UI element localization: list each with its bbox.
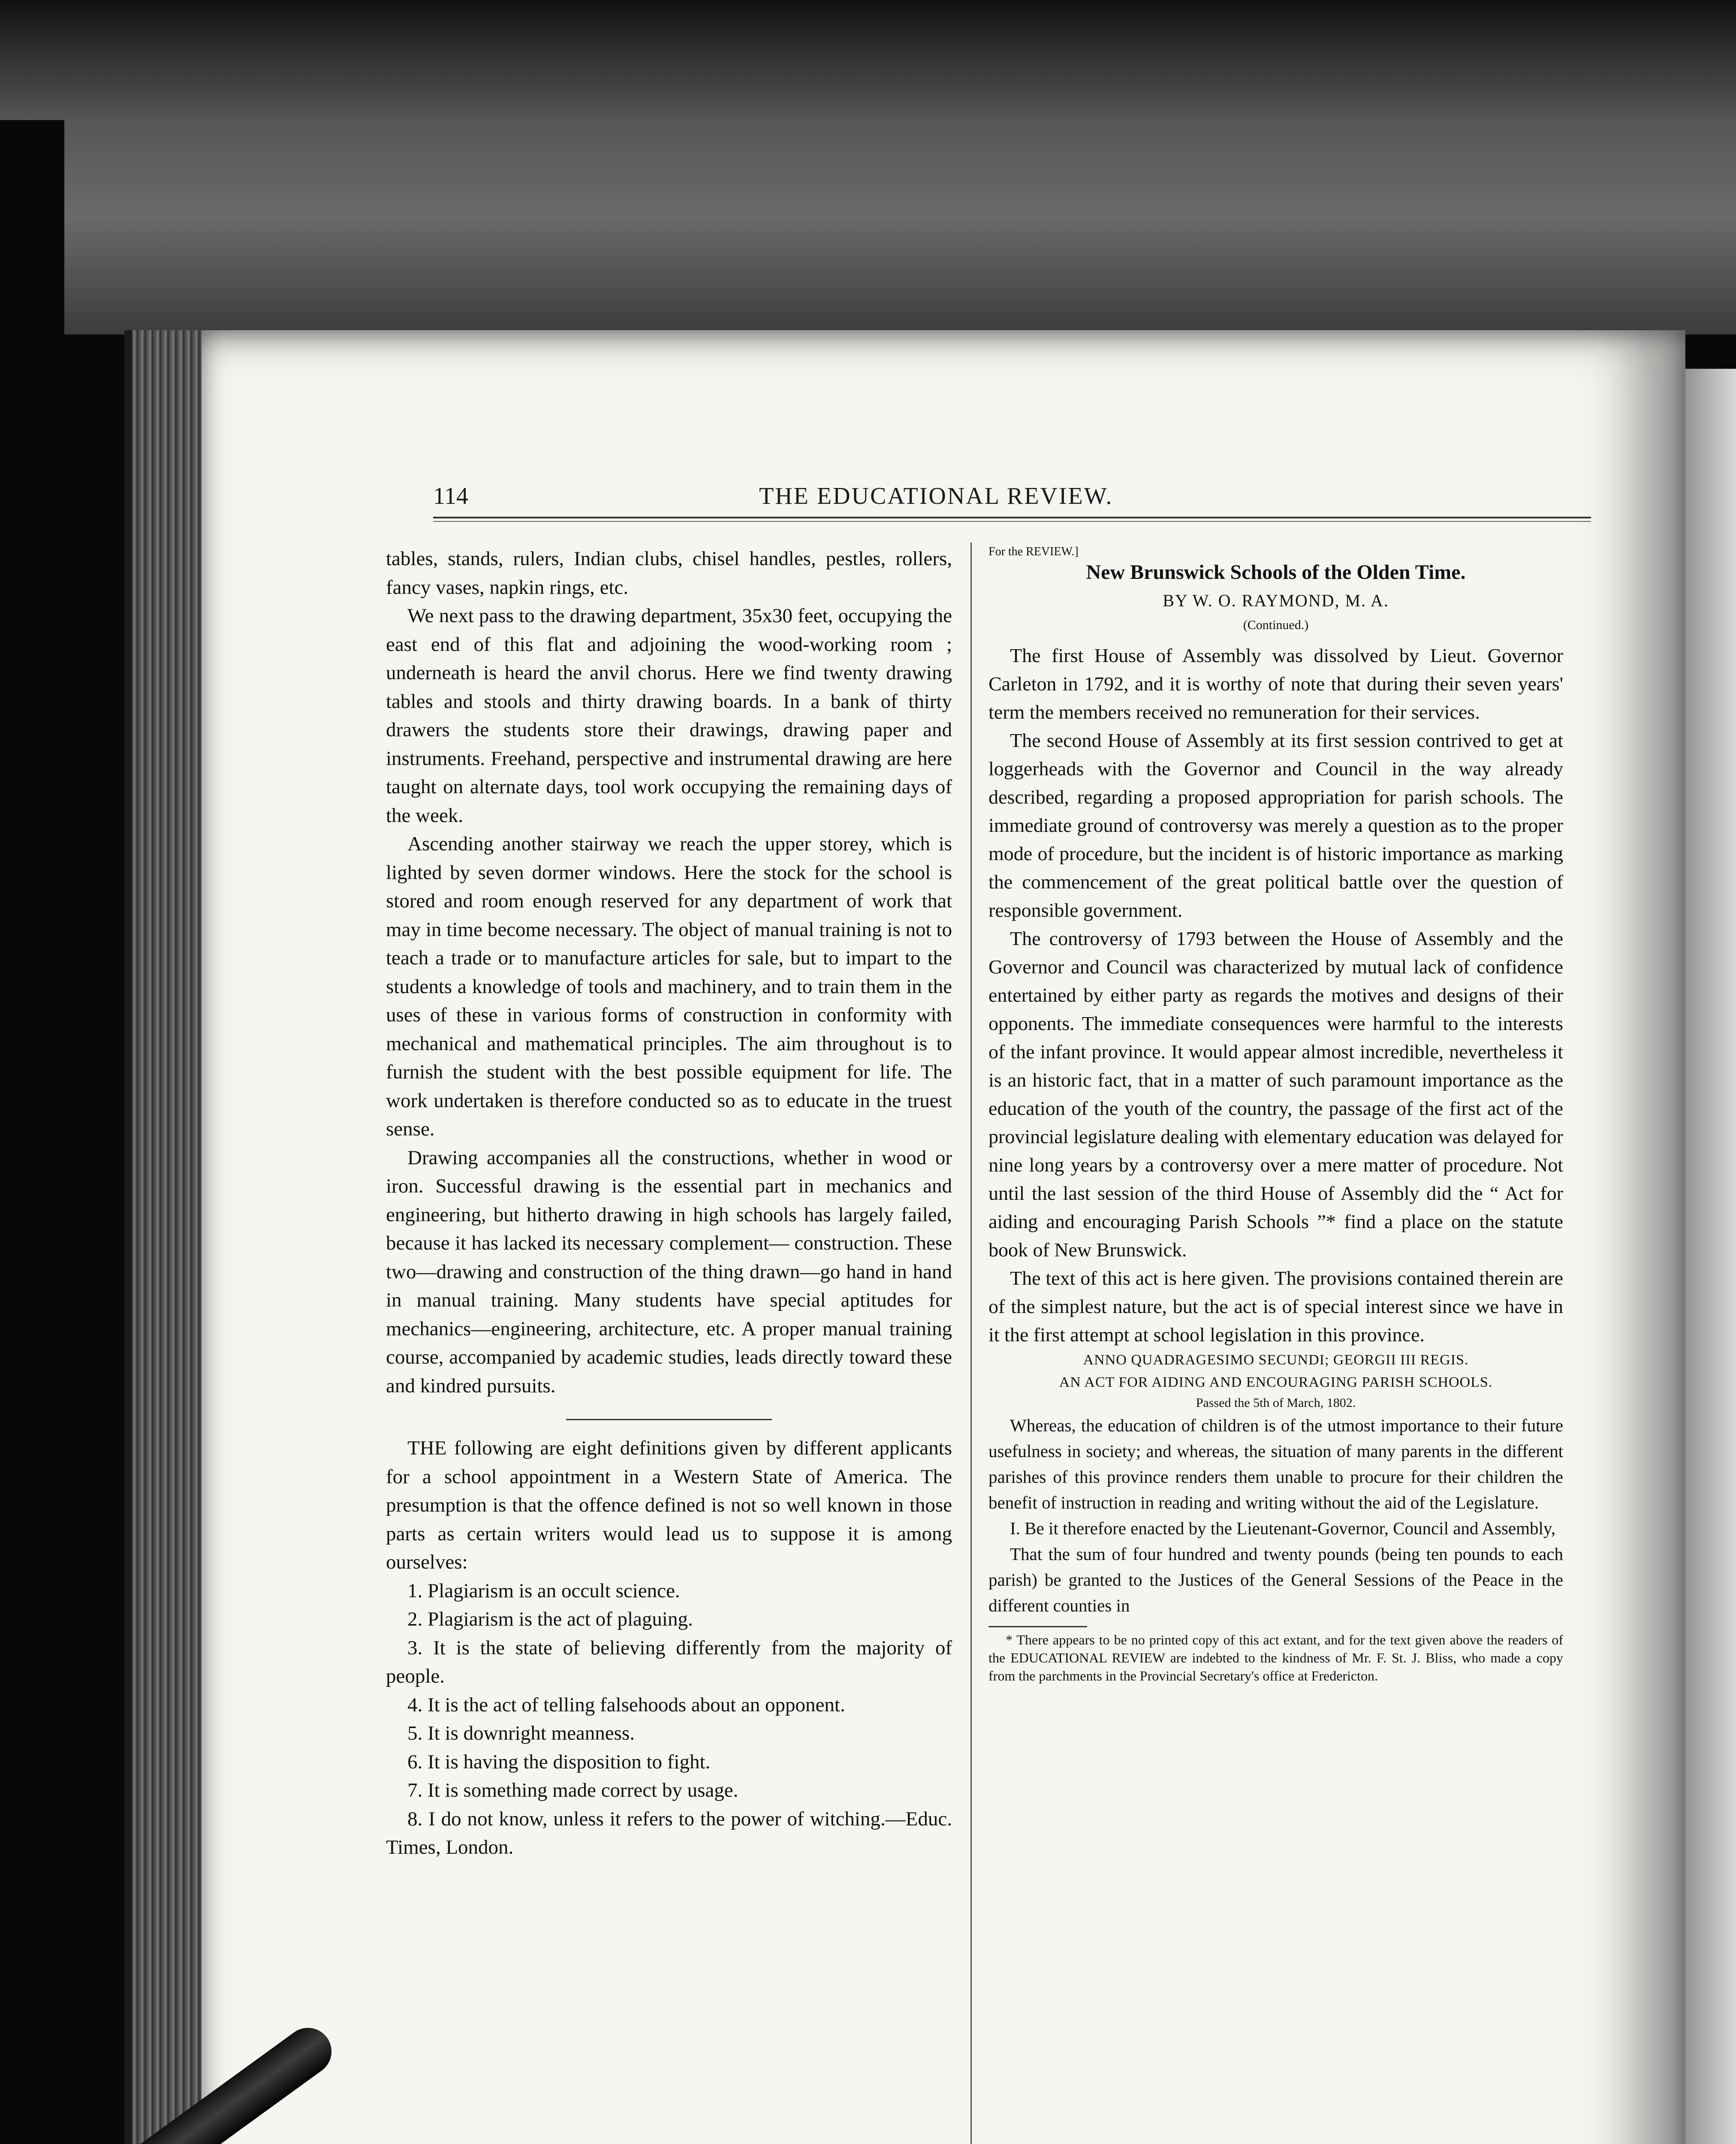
article-title: New Brunswick Schools of the Olden Time. [1086, 561, 1466, 584]
column-divider [970, 542, 972, 2144]
section-rule [566, 1419, 772, 1420]
definition-item: 8. I do not know, unless it refers to the power of witching.—Educ. Times, London. [386, 1807, 952, 1858]
paragraph: Drawing accompanies all the constructions, whether in wood or iron. Successful drawing is the essential part in mechanics and engineering, but hitherto drawing in high schools has largely failed, because it has lacked its necessary complement— construction. These two—drawing and construction of the thing drawn—go hand in hand in manual training. Many students have special aptitudes for mechanics—engineering, architecture, etc. A proper manual training course, accompanied by academic studies, leads directly toward these and kindred pursuits. [386, 1146, 952, 1397]
right-column [989, 545, 1563, 1685]
journal-title: THE EDUCATIONAL REVIEW. [759, 483, 1113, 509]
act-paragraph: I. Be it therefore enacted by the Lieutenant-Governor, Council and Assembly, [1010, 1518, 1555, 1538]
definition-item: 7. It is something made correct by usage. [407, 1779, 738, 1801]
article-credit: For the REVIEW.] [989, 545, 1079, 558]
definition-item: 1. Plagiarism is an occult science. [407, 1579, 680, 1602]
footnote-rule [989, 1626, 1087, 1627]
article-byline: BY W. O. RAYMOND, M. A. [1163, 591, 1389, 610]
act-paragraph: Whereas, the education of children is of the utmost importance to their future usefulness in society; and whereas, the situation of many parents in the different parishes of this province renders them unable to procure for their children the benefit of instruction in reading and writing without the aid of the Legislature. [989, 1415, 1563, 1512]
scan-background-band [64, 120, 1736, 334]
paragraph: tables, stands, rulers, Indian clubs, chisel handles, pestles, rollers, fancy vases, napkin rings, etc. [386, 548, 952, 599]
facing-page-edge [1681, 369, 1736, 2144]
act-passed-date: Passed the 5th of March, 1802. [1196, 1396, 1356, 1410]
page-number: 114 [433, 483, 468, 509]
paragraph: We next pass to the drawing department, 35x30 feet, occupying the east end of this flat and adjoining the wood-working room ; underneath is heard the anvil chorus. Here we find twenty drawing tables and stools and thirty drawing boards. In a bank of thirty drawers the students store their drawings, drawing paper and instruments. Freehand, perspective and instrumental drawing are here taught on alternate days, tool work occupying the remaining days of the week. [386, 605, 952, 827]
definition-item: 6. It is having the disposition to fight. [407, 1750, 711, 1773]
definition-item: 4. It is the act of telling falsehoods about an opponent. [407, 1693, 845, 1716]
book-page [202, 330, 1685, 2144]
definitions-intro: THE following are eight definitions given by different applicants for a school appointment in a Western State of America. The presumption is that the offence defined is not so well known in those parts as certain writers would lead us to suppose it is among ourselves: [386, 1437, 952, 1573]
act-paragraph: That the sum of four hundred and twenty pounds (being ten pounds to each parish) be granted to the Justices of the General Sessions of the Peace in the different counties in [989, 1544, 1563, 1615]
definition-item: 5. It is downright meanness. [407, 1722, 635, 1744]
definition-item: 2. Plagiarism is the act of plaguing. [407, 1608, 693, 1630]
act-regnal-year: ANNO QUADRAGESIMO SECUNDI; GEORGII III REGIS. [1083, 1352, 1469, 1368]
continued-note: (Continued.) [1243, 618, 1309, 632]
left-column [386, 545, 952, 1862]
paragraph: The second House of Assembly at its first session contrived to get at loggerheads with the Governor and Council in the way already described, regarding a proposed appropriation for parish schools. The immediate ground of controversy was merely a question as to the proper mode of procedure, but the incident is of historic importance as marking the commencement of the great political battle over the question of responsible government. [989, 729, 1563, 921]
paragraph: The controversy of 1793 between the House of Assembly and the Governor and Council was characterized by mutual lack of confidence entertained by either party as regards the motives and designs of their opponents. The immediate consequences were harmful to the interests of the infant province. It would appear almost incredible, nevertheless it is an historic fact, that in a matter of such paramount importance as the education of the youth of the country, the passage of the first act of the provincial legislature dealing with elementary education was delayed for nine long years by a controversy over a mere matter of procedure. Not until the last session of the third House of Assembly did the “ Act for aiding and encouraging Parish Schools ”* find a place on the statute book of New Brunswick. [989, 927, 1563, 1261]
paragraph: The text of this act is here given. The provisions contained therein are of the simplest nature, but the act is of special interest since we have in it the first attempt at school legislation in this province. [989, 1267, 1563, 1346]
footnote: * There appears to be no printed copy of this act extant, and for the text given above the readers of the EDUCATIONAL REVIEW are indebted to the kindness of Mr. F. St. J. Bliss, who made a copy from the parchments in the Provincial Secretary's office at Fredericton. [989, 1632, 1563, 1683]
scan-background-top [0, 0, 1736, 120]
header-rule [433, 517, 1591, 522]
running-header [433, 482, 1565, 517]
act-title: AN ACT FOR AIDING AND ENCOURAGING PARISH SCHOOLS. [1059, 1374, 1493, 1390]
paragraph: The first House of Assembly was dissolved by Lieut. Governor Carleton in 1792, and it is worthy of note that during their seven years' term the members received no remuneration for their services. [989, 644, 1563, 723]
definition-item: 3. It is the state of believing differently from the majority of people. [386, 1636, 952, 1687]
paragraph: Ascending another stairway we reach the upper storey, which is lighted by seven dormer windows. Here the stock for the school is stored and room enough reserved for any department of work that may in time become necessary. The object of manual training is not to teach a trade or to manufacture articles for sale, but to impart to the students a knowledge of tools and machinery, and to train them in the uses of these in various forms of construction in conformity with mechanical and mathematical principles. The aim throughout is to furnish the student with the best possible equipment for life. The work undertaken is therefore conducted so as to educate in the truest sense. [386, 833, 952, 1140]
